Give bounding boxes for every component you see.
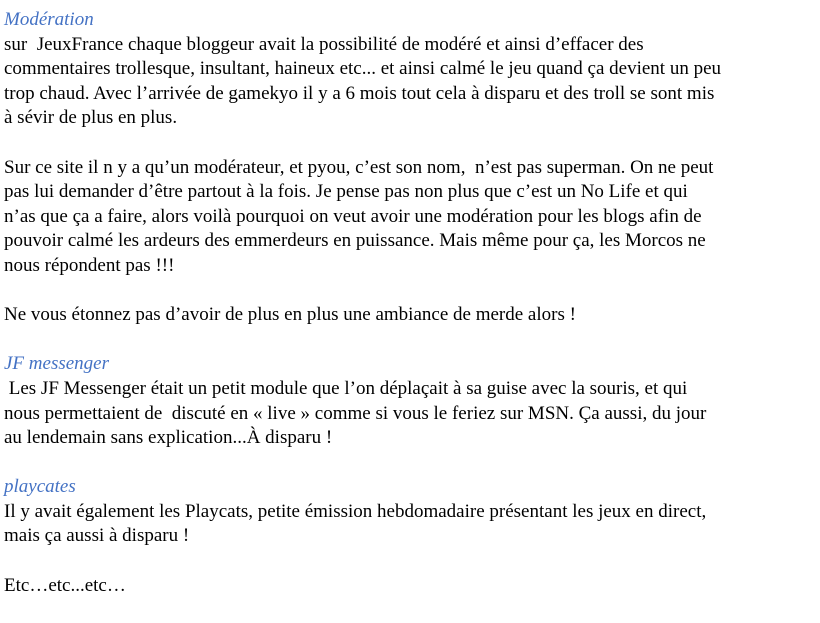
text-line: nous répondent pas !!!	[4, 254, 175, 276]
paragraph	[4, 303, 816, 328]
text-line: Les JF Messenger était un petit module que l’on déplaçait à sa guise avec la souris, et qui	[4, 377, 688, 399]
text-line: Sur ce site il n y a qu’un modérateur, et pyou, c’est son nom, n’est pas superman. On ne peut	[4, 156, 714, 178]
text-line: n’as que ça a faire, alors voilà pourquoi on veut avoir une modération pour les blogs afin de	[4, 205, 702, 227]
paragraph	[4, 574, 816, 599]
text-line: pas lui demander d’être partout à la fois. Je pense pas non plus que c’est un No Life et qui	[4, 181, 688, 203]
text-line: trop chaud. Avec l’arrivée de gamekyo il y a 6 mois tout cela à disparu et des troll se sont mis	[4, 82, 715, 104]
blank-line	[4, 328, 816, 353]
text-line: sur JeuxFrance chaque bloggeur avait la possibilité de modéré et ainsi d’effacer des	[4, 33, 644, 55]
section-heading: Modération	[4, 9, 94, 30]
text-line: Etc…etc...etc…	[4, 574, 126, 596]
blank-line	[4, 279, 816, 304]
paragraph	[4, 377, 816, 451]
section-jf-messenger	[4, 352, 816, 450]
paragraph	[4, 156, 816, 279]
blank-line	[4, 451, 816, 476]
section-heading: JF messenger	[4, 353, 109, 375]
paragraph	[4, 500, 816, 549]
text-line: Ne vous étonnez pas d’avoir de plus en plus une ambiance de merde alors !	[4, 304, 576, 326]
text-line: mais ça aussi à disparu !	[4, 525, 190, 547]
text-line: pouvoir calmé les ardeurs des emmerdeurs en puissance. Mais même pour ça, les Morcos ne	[4, 230, 706, 252]
text-line: Il y avait également les Playcats, petite émission hebdomadaire présentant les jeux en direct,	[4, 500, 707, 522]
paragraph	[4, 33, 816, 131]
text-line: au lendemain sans explication...À disparu !	[4, 427, 333, 449]
section-playcates	[4, 475, 816, 598]
text-line: commentaires trollesque, insultant, haineux etc... et ainsi calmé le jeu quand ça devient un peu	[4, 58, 722, 80]
document-body	[4, 8, 816, 598]
text-line: à sévir de plus en plus.	[4, 107, 178, 129]
blank-line	[4, 131, 816, 156]
section-heading: playcates	[4, 476, 76, 498]
section-moderation	[4, 8, 816, 328]
blank-line	[4, 549, 816, 574]
text-line: nous permettaient de discuté en « live » comme si vous le feriez sur MSN. Ça aussi, du jour	[4, 402, 707, 424]
